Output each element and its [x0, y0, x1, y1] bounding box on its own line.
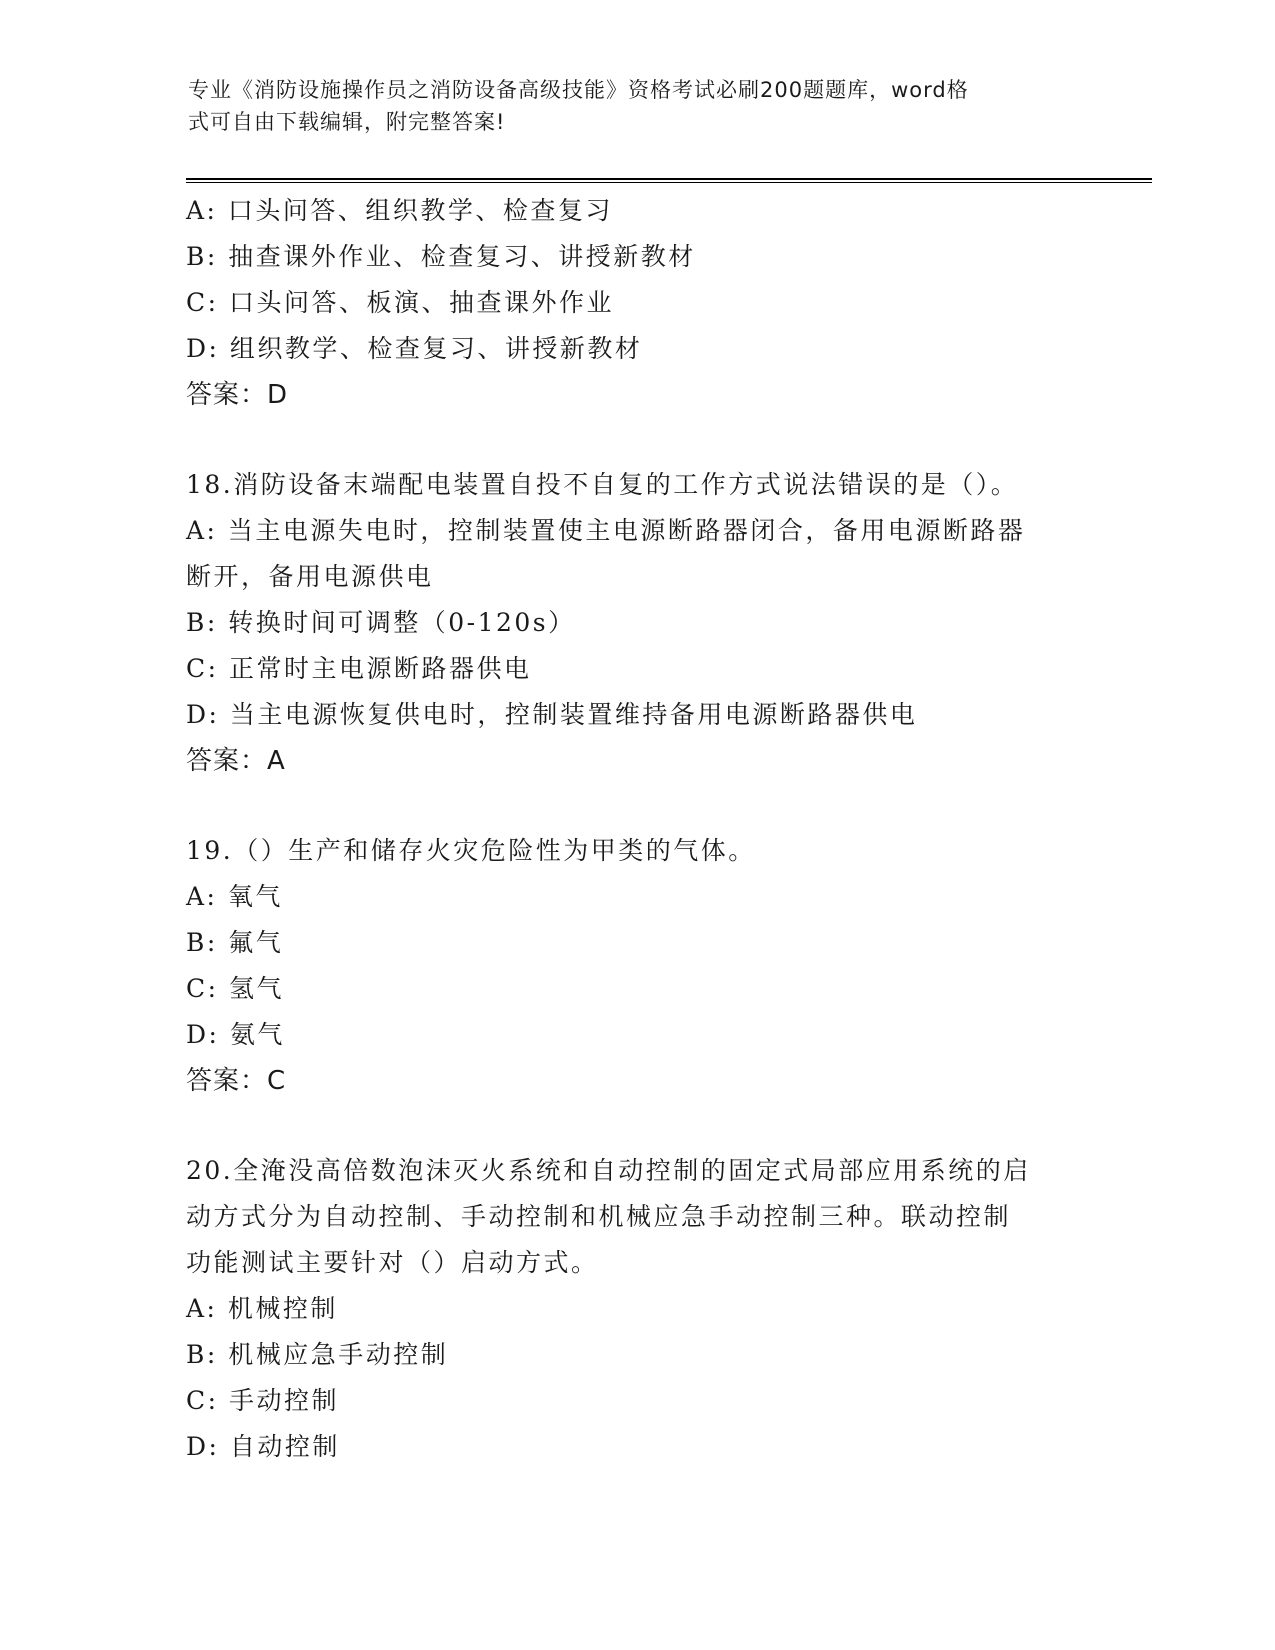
- question-stem: 19.（）生产和储存火灾危险性为甲类的气体。: [186, 836, 756, 865]
- question-stem: 18.消防设备末端配电装置自投不自复的工作方式说法错误的是（）。: [186, 470, 1019, 499]
- spacer: [186, 1104, 1086, 1148]
- question-18: [186, 462, 1086, 784]
- question-20: [186, 1148, 1086, 1470]
- option-a-continued: 断开，备用电源供电: [186, 562, 434, 591]
- option-a: A: 口头问答、组织教学、检查复习: [186, 196, 613, 225]
- option-a: A: 机械控制: [186, 1294, 338, 1323]
- answer: 答案：D: [186, 380, 289, 410]
- option-d: D: 组织教学、检查复习、讲授新教材: [186, 334, 643, 363]
- document-header: [188, 74, 1068, 138]
- header-line-1: 专业《消防设施操作员之消防设备高级技能》资格考试必刷200题题库，word格: [188, 78, 969, 102]
- question-17: [186, 188, 1086, 418]
- option-b: B: 氟气: [186, 928, 284, 957]
- question-stem: 20.全淹没高倍数泡沫灭火系统和自动控制的固定式局部应用系统的启: [186, 1156, 1031, 1185]
- option-d: D: 自动控制: [186, 1432, 340, 1461]
- option-c: C: 口头问答、板演、抽查课外作业: [186, 288, 614, 317]
- option-c: C: 手动控制: [186, 1386, 339, 1415]
- option-d: D: 当主电源恢复供电时，控制装置维持备用电源断路器供电: [186, 700, 918, 729]
- option-a: A: 当主电源失电时，控制装置使主电源断路器闭合，备用电源断路器: [186, 516, 1026, 545]
- question-19: [186, 828, 1086, 1104]
- question-content: [186, 188, 1086, 1470]
- answer: 答案：A: [186, 746, 286, 776]
- option-b: B: 抽查课外作业、检查复习、讲授新教材: [186, 242, 696, 271]
- option-c: C: 正常时主电源断路器供电: [186, 654, 532, 683]
- question-stem-continued: 功能测试主要针对（）启动方式。: [186, 1248, 599, 1277]
- header-divider: [186, 178, 1152, 183]
- spacer: [186, 418, 1086, 462]
- question-stem-continued: 动方式分为自动控制、手动控制和机械应急手动控制三种。联动控制: [186, 1202, 1012, 1231]
- option-b: B: 转换时间可调整（0-120s）: [186, 608, 576, 637]
- header-line-2: 式可自由下载编辑，附完整答案!: [188, 110, 506, 134]
- spacer: [186, 784, 1086, 828]
- option-c: C: 氢气: [186, 974, 284, 1003]
- answer: 答案：C: [186, 1066, 287, 1096]
- option-b: B: 机械应急手动控制: [186, 1340, 449, 1369]
- option-a: A: 氧气: [186, 882, 283, 911]
- option-d: D: 氨气: [186, 1020, 285, 1049]
